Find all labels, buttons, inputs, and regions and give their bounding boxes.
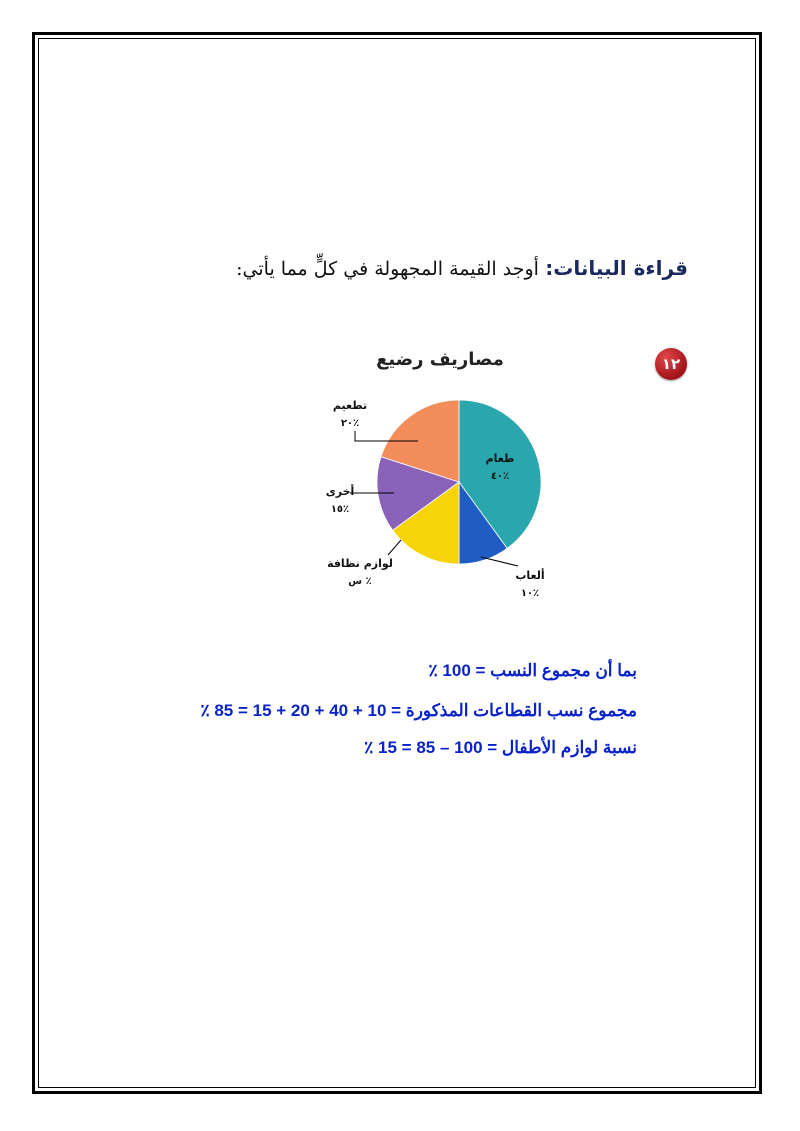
slice-label: طعام	[485, 452, 515, 465]
slice-value-label: س ٪	[348, 576, 372, 587]
heading-instruction: أوجد القيمة المجهولة في كلٍّ مما يأتي:	[236, 258, 539, 280]
heading-bold: قراءة البيانات:	[545, 256, 688, 280]
slice-label: لوازم نظافة	[327, 557, 393, 570]
slice-value-label: ٤٠٪	[490, 471, 510, 482]
slice-value-label: ١٠٪	[520, 588, 540, 599]
slice-label: أخرى	[325, 485, 355, 498]
chart-title: مصاريف رضيع	[376, 349, 504, 370]
slice-value-label: ٢٠٪	[340, 418, 360, 429]
leader-line	[481, 557, 518, 566]
slice-value-label: ١٥٪	[330, 504, 350, 515]
slice-label: تطعيم	[332, 399, 368, 412]
exercise-heading	[236, 256, 688, 280]
pie-chart	[300, 335, 560, 615]
problem-number-badge: ١٢	[655, 348, 687, 380]
slice-label: ألعاب	[515, 569, 545, 582]
solution-line-1: بما أن مجموع النسب = 100 ٪	[428, 661, 637, 680]
solution-line-3: نسبة لوازم الأطفال = 100 – 85 = 15 ٪	[364, 738, 637, 757]
leader-line	[388, 540, 401, 555]
solution-line-2: مجموع نسب القطاعات المذكورة = 10 + 40 + 20 + 15 = 85 ٪	[200, 701, 637, 720]
